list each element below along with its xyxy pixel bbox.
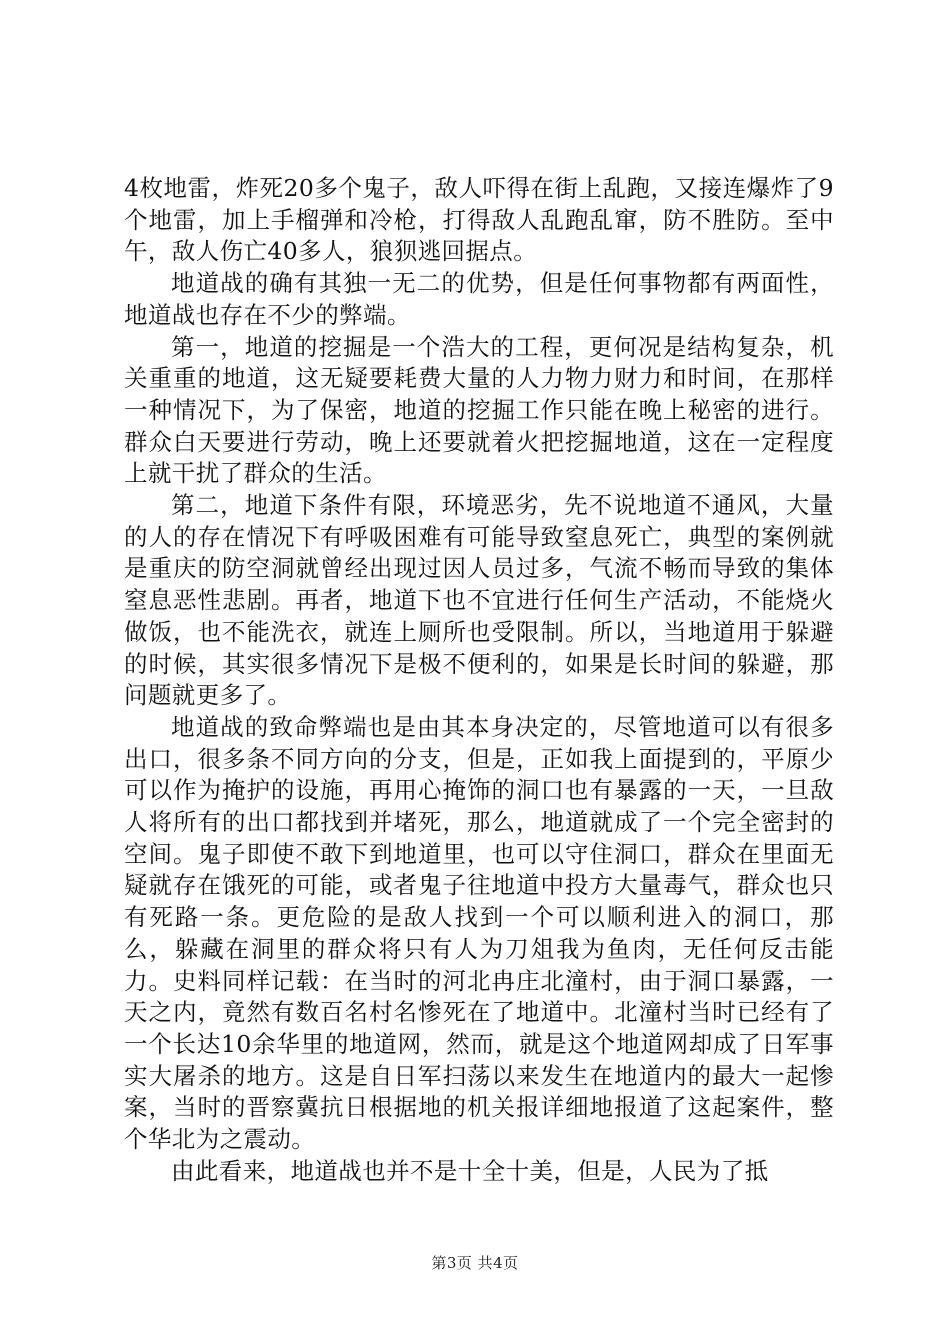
paragraph-5: 地道战的致命弊端也是由其本身决定的，尽管地道可以有很多出口，很多条不同方向的分支，但是，正如我上面提到的，平原少可以作为掩护的设施，再用心掩饰的洞口也有暴露的一天，一旦敌人将所有的出口都找到并堵死，那么，地道就成了一个完全密封的空间。鬼子即使不敢下到地道里，也可以守住洞口，群众在里面无疑就存在饿死的可能，或者鬼子往地道中投方大量毒气，群众也只有死路一条。更危险的是敌人找到一个可以顺利进入的洞口，那么，躲藏在洞里的群众将只有人为刀俎我为鱼肉，无任何反击能力。史料同样记载：在当时的河北冉庄北潼村，由于洞口暴露，一天之内，竟然有数百名村名惨死在了地道中。北潼村当时已经有了一个长达10余华里的地道网，然而，就是这个地道网却成了日军事实大屠杀的地方。这是自日军扫荡以来发生在地道内的最大一起惨案，当时的晋察冀抗日根据地的机关报详细地报道了这起案件，整个华北为之震动。 — [124, 712, 834, 1154]
paragraph-1: 4枚地雷，炸死20多个鬼子，敌人吓得在街上乱跑，又接连爆炸了9个地雷，加上手榴弹和冷枪，打得敌人乱跑乱窜，防不胜防。至中午，敌人伤亡40多人，狼狈逃回据点。 — [124, 174, 834, 266]
paragraph-3: 第一，地道的挖掘是一个浩大的工程，更何况是结构复杂，机关重重的地道，这无疑要耗费大量的人力物力财力和时间，在那样一种情况下，为了保密，地道的挖掘工作只能在晚上秘密的进行。群众白天要进行劳动，晚上还要就着火把挖掘地道，这在一定程度上就干扰了群众的生活。 — [124, 332, 834, 488]
paragraph-4: 第二，地道下条件有限，环境恶劣，先不说地道不通风，大量的人的存在情况下有呼吸困难有可能导致窒息死亡，典型的案例就是重庆的防空洞就曾经出现过因人员过多，气流不畅而导致的集体窒息恶性悲剧。再者，地道下也不宜进行任何生产活动，不能烧火做饭，也不能洗衣，就连上厕所也受限制。所以，当地道用于躲避的时候，其实很多情况下是极不便利的，如果是长时间的躲避，那问题就更多了。 — [124, 491, 834, 710]
document-body — [124, 173, 834, 1188]
page-number-footer: 第3页 共4页 — [431, 1254, 519, 1272]
paragraph-6: 由此看来，地道战也并不是十全十美，但是，人民为了抵 — [171, 1156, 769, 1185]
paragraph-2: 地道战的确有其独一无二的优势，但是任何事物都有两面性，地道战也存在不少的弊端。 — [124, 269, 834, 329]
